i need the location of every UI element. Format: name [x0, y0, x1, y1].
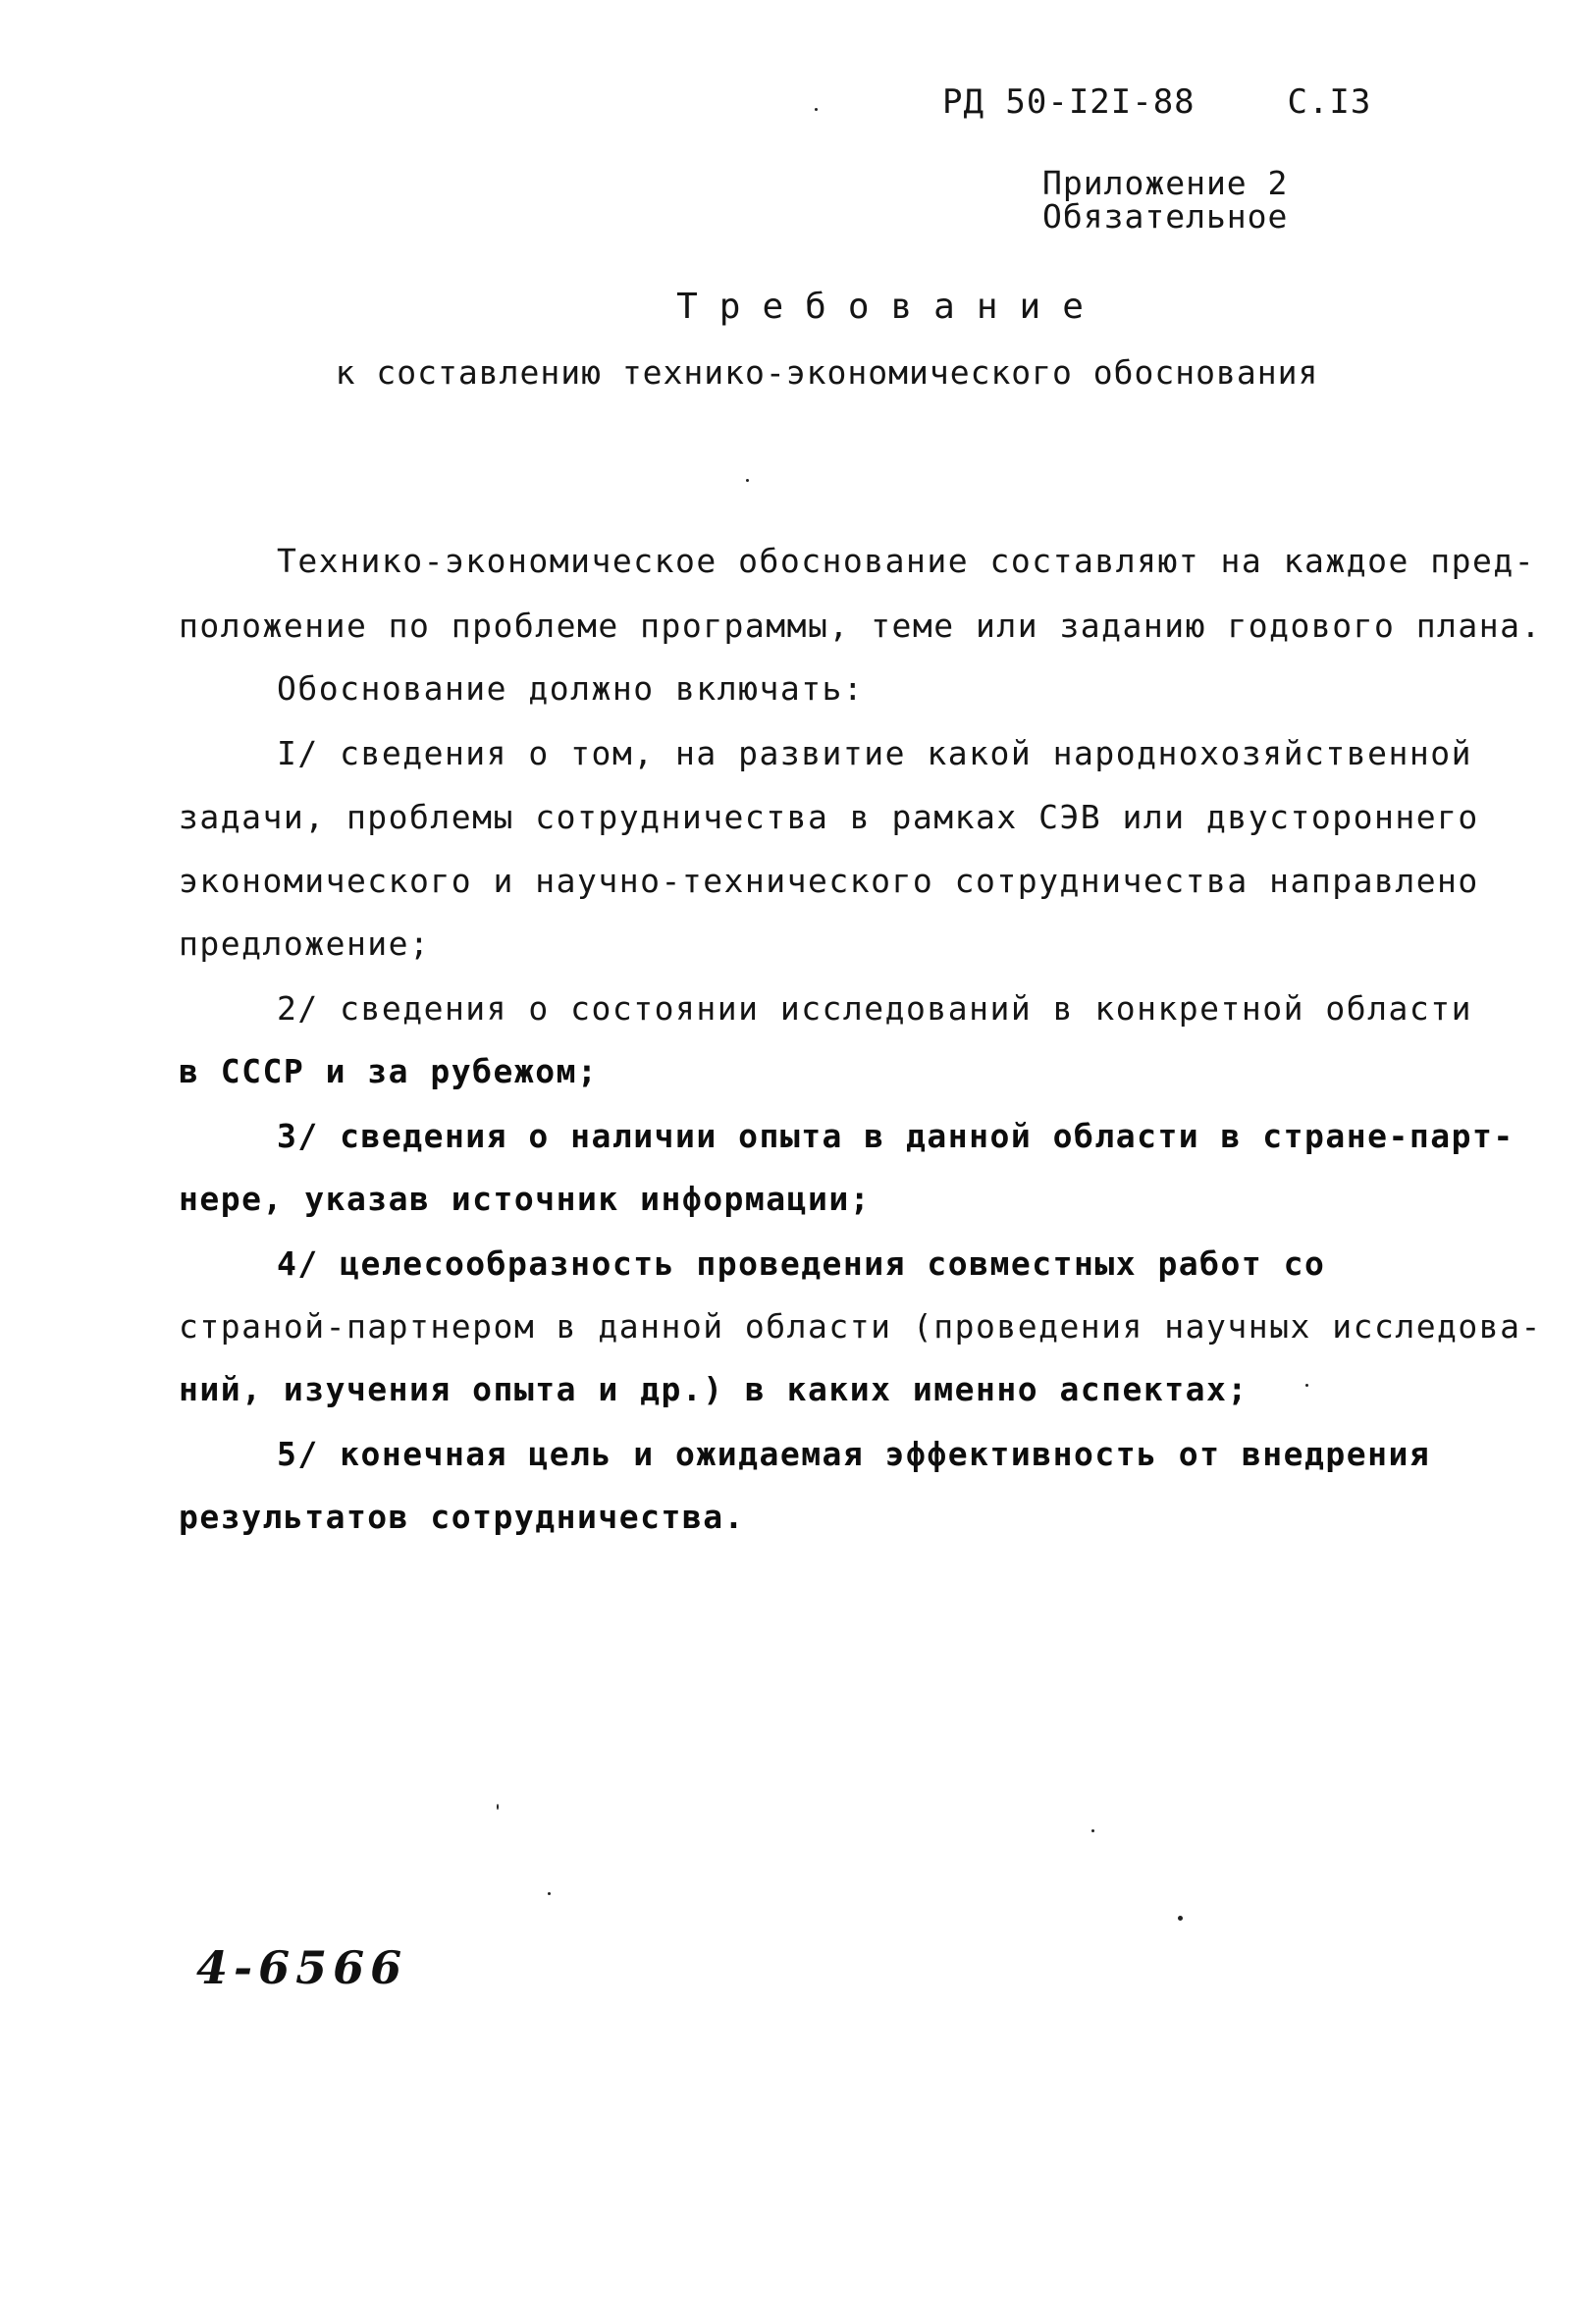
body-line-9: в СССР и за рубежом;	[179, 1052, 599, 1090]
handwritten-note: 4-6566	[196, 1941, 408, 1994]
body-line-4: I/ сведения о том, на развитие какой народнохозяйственной	[277, 734, 1472, 772]
body-line-3: Обоснование должно включать:	[277, 669, 865, 708]
body-line-10: 3/ сведения о наличии опыта в данной области в стране-парт-	[277, 1117, 1515, 1155]
document-subtitle: к составлению технико-экономического обоснования	[335, 353, 1319, 392]
body-line-2: положение по проблеме программы, теме или заданию годового плана.	[179, 607, 1542, 645]
appendix-number: Приложение 2	[1042, 164, 1289, 202]
scan-speck	[746, 479, 749, 482]
body-line-11: нере, указав источник информации;	[179, 1180, 872, 1218]
scan-speck	[1178, 1916, 1183, 1921]
body-line-6: экономического и научно-технического сотрудничества направлено	[179, 862, 1479, 900]
body-line-8: 2/ сведения о состоянии исследований в конкретной области	[277, 989, 1472, 1028]
scan-speck	[497, 1804, 499, 1810]
scan-speck	[1305, 1384, 1308, 1387]
appendix-label	[1042, 164, 1289, 236]
body-line-7: предложение;	[179, 924, 431, 963]
scan-speck	[548, 1892, 551, 1895]
body-line-15: 5/ конечная цель и ожидаемая эффективность от внедрения	[277, 1435, 1431, 1473]
body-line-1: Технико-экономическое обоснование составляют на каждое пред-	[277, 542, 1536, 580]
document-title: Требование	[676, 287, 1105, 327]
scan-speck	[815, 108, 818, 111]
body-line-13: страной-партнером в данной области (проведения научных исследова-	[179, 1307, 1542, 1346]
body-line-5: задачи, проблемы сотрудничества в рамках СЭВ или двустороннего	[179, 798, 1479, 836]
page-header	[942, 82, 1371, 122]
appendix-status: Обязательное	[1042, 197, 1289, 236]
body-line-14: ний, изучения опыта и др.) в каких именно аспектах;	[179, 1370, 1249, 1408]
body-line-12: 4/ целесообразность проведения совместных работ со	[277, 1244, 1326, 1283]
document-code: РД 50-I2I-88	[942, 82, 1196, 122]
scan-speck	[1091, 1829, 1094, 1832]
page-number: С.I3	[1287, 82, 1372, 122]
body-line-16: результатов сотрудничества.	[179, 1498, 745, 1536]
